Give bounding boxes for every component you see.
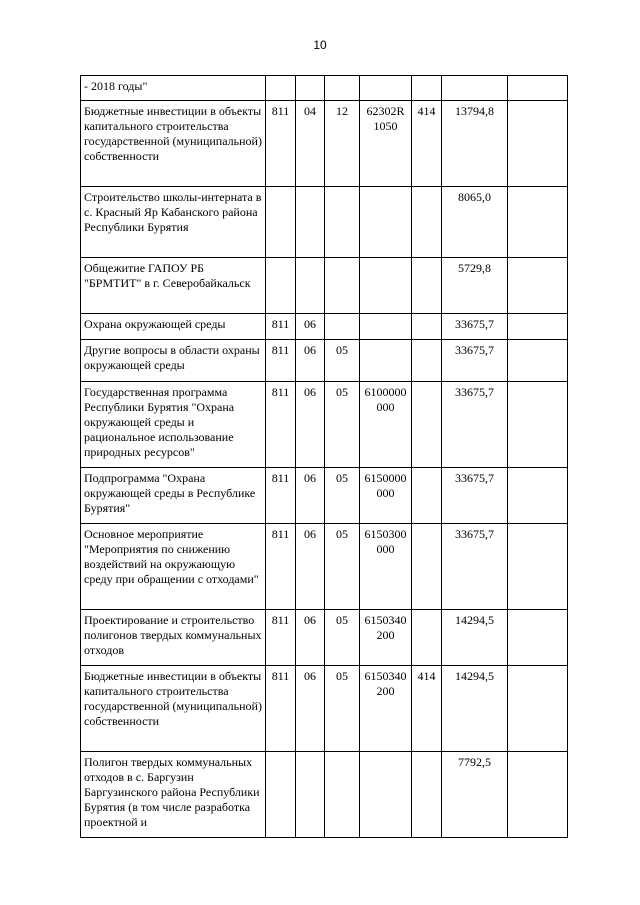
cell-extra (508, 101, 568, 187)
cell-name: Общежитие ГАПОУ РБ "БРМТИТ" в г. Северобайкальск (81, 258, 266, 314)
cell-pr: 05 (325, 666, 360, 752)
table-row (81, 340, 568, 382)
cell-name: Строительство школы-интерната в с. Красный Яр Кабанского района Республики Бурятия (81, 187, 266, 258)
table-row (81, 314, 568, 340)
cell-rz: 06 (296, 468, 325, 524)
cell-vr: 414 (412, 101, 442, 187)
cell-name: Подпрограмма "Охрана окружающей среды в Республике Бурятия" (81, 468, 266, 524)
cell-rz (296, 187, 325, 258)
cell-vr (412, 752, 442, 838)
cell-rz (296, 76, 325, 101)
cell-pr: 12 (325, 101, 360, 187)
cell-extra (508, 610, 568, 666)
cell-rz: 06 (296, 666, 325, 752)
cell-extra (508, 524, 568, 610)
cell-extra (508, 340, 568, 382)
cell-vr (412, 187, 442, 258)
cell-grbs: 811 (266, 468, 296, 524)
cell-sum: 8065,0 (442, 187, 508, 258)
cell-sum: 13794,8 (442, 101, 508, 187)
cell-extra (508, 468, 568, 524)
cell-csr: 62302R 1050 (360, 101, 412, 187)
cell-pr (325, 752, 360, 838)
cell-sum: 33675,7 (442, 340, 508, 382)
cell-csr: 6150000 000 (360, 468, 412, 524)
cell-sum: 7792,5 (442, 752, 508, 838)
table-row (81, 524, 568, 610)
table-row (81, 382, 568, 468)
cell-rz: 06 (296, 382, 325, 468)
table-row (81, 666, 568, 752)
cell-rz (296, 258, 325, 314)
cell-name: Проектирование и строительство полигонов твердых коммунальных отходов (81, 610, 266, 666)
cell-pr: 05 (325, 382, 360, 468)
cell-sum: 14294,5 (442, 610, 508, 666)
cell-rz: 06 (296, 610, 325, 666)
table-row (81, 101, 568, 187)
table-row (81, 752, 568, 838)
cell-vr: 414 (412, 666, 442, 752)
cell-grbs (266, 76, 296, 101)
cell-rz: 06 (296, 340, 325, 382)
cell-sum: 33675,7 (442, 314, 508, 340)
cell-rz: 06 (296, 524, 325, 610)
table-row (81, 468, 568, 524)
cell-vr (412, 76, 442, 101)
cell-csr (360, 76, 412, 101)
cell-csr: 6150340 200 (360, 610, 412, 666)
cell-sum: 5729,8 (442, 258, 508, 314)
cell-extra (508, 76, 568, 101)
cell-csr (360, 752, 412, 838)
cell-pr (325, 187, 360, 258)
cell-rz: 06 (296, 314, 325, 340)
cell-vr (412, 382, 442, 468)
cell-pr (325, 258, 360, 314)
cell-sum (442, 76, 508, 101)
cell-grbs (266, 258, 296, 314)
cell-grbs: 811 (266, 666, 296, 752)
table-row (81, 187, 568, 258)
cell-grbs: 811 (266, 524, 296, 610)
cell-sum: 33675,7 (442, 468, 508, 524)
cell-extra (508, 314, 568, 340)
cell-vr (412, 610, 442, 666)
budget-table (80, 75, 568, 838)
cell-csr: 6150300 000 (360, 524, 412, 610)
cell-grbs: 811 (266, 610, 296, 666)
cell-name: Государственная программа Республики Бурятия "Охрана окружающей среды и рациональное использование природных ресурсов" (81, 382, 266, 468)
cell-name: Полигон твердых коммунальных отходов в с. Баргузин Баргузинского района Республики Бурятия (в том числе разработка проектной и (81, 752, 266, 838)
cell-pr: 05 (325, 468, 360, 524)
cell-name: Основное мероприятие "Мероприятия по снижению воздействий на окружающую среду при обращении с отходами" (81, 524, 266, 610)
cell-csr (360, 187, 412, 258)
cell-pr: 05 (325, 524, 360, 610)
cell-sum: 33675,7 (442, 382, 508, 468)
cell-name: - 2018 годы" (81, 76, 266, 101)
cell-vr (412, 524, 442, 610)
cell-grbs (266, 752, 296, 838)
cell-name: Бюджетные инвестиции в объекты капитального строительства государственной (муниципальной) собственности (81, 101, 266, 187)
cell-pr: 05 (325, 340, 360, 382)
cell-rz (296, 752, 325, 838)
cell-sum: 14294,5 (442, 666, 508, 752)
cell-csr: 6100000 000 (360, 382, 412, 468)
cell-sum: 33675,7 (442, 524, 508, 610)
cell-extra (508, 382, 568, 468)
cell-extra (508, 666, 568, 752)
cell-pr (325, 76, 360, 101)
cell-name: Бюджетные инвестиции в объекты капитального строительства государственной (муниципальной) собственности (81, 666, 266, 752)
cell-vr (412, 468, 442, 524)
page-number: 10 (313, 38, 327, 52)
cell-pr: 05 (325, 610, 360, 666)
cell-name: Охрана окружающей среды (81, 314, 266, 340)
cell-extra (508, 187, 568, 258)
cell-pr (325, 314, 360, 340)
cell-vr (412, 340, 442, 382)
cell-csr (360, 258, 412, 314)
table-row (81, 610, 568, 666)
cell-rz: 04 (296, 101, 325, 187)
cell-csr (360, 314, 412, 340)
cell-csr: 6150340 200 (360, 666, 412, 752)
cell-csr (360, 340, 412, 382)
cell-grbs: 811 (266, 340, 296, 382)
cell-grbs (266, 187, 296, 258)
cell-vr (412, 258, 442, 314)
table-row (81, 258, 568, 314)
cell-extra (508, 752, 568, 838)
cell-name: Другие вопросы в области охраны окружающей среды (81, 340, 266, 382)
cell-extra (508, 258, 568, 314)
cell-vr (412, 314, 442, 340)
cell-grbs: 811 (266, 101, 296, 187)
cell-grbs: 811 (266, 382, 296, 468)
table-row (81, 76, 568, 101)
cell-grbs: 811 (266, 314, 296, 340)
